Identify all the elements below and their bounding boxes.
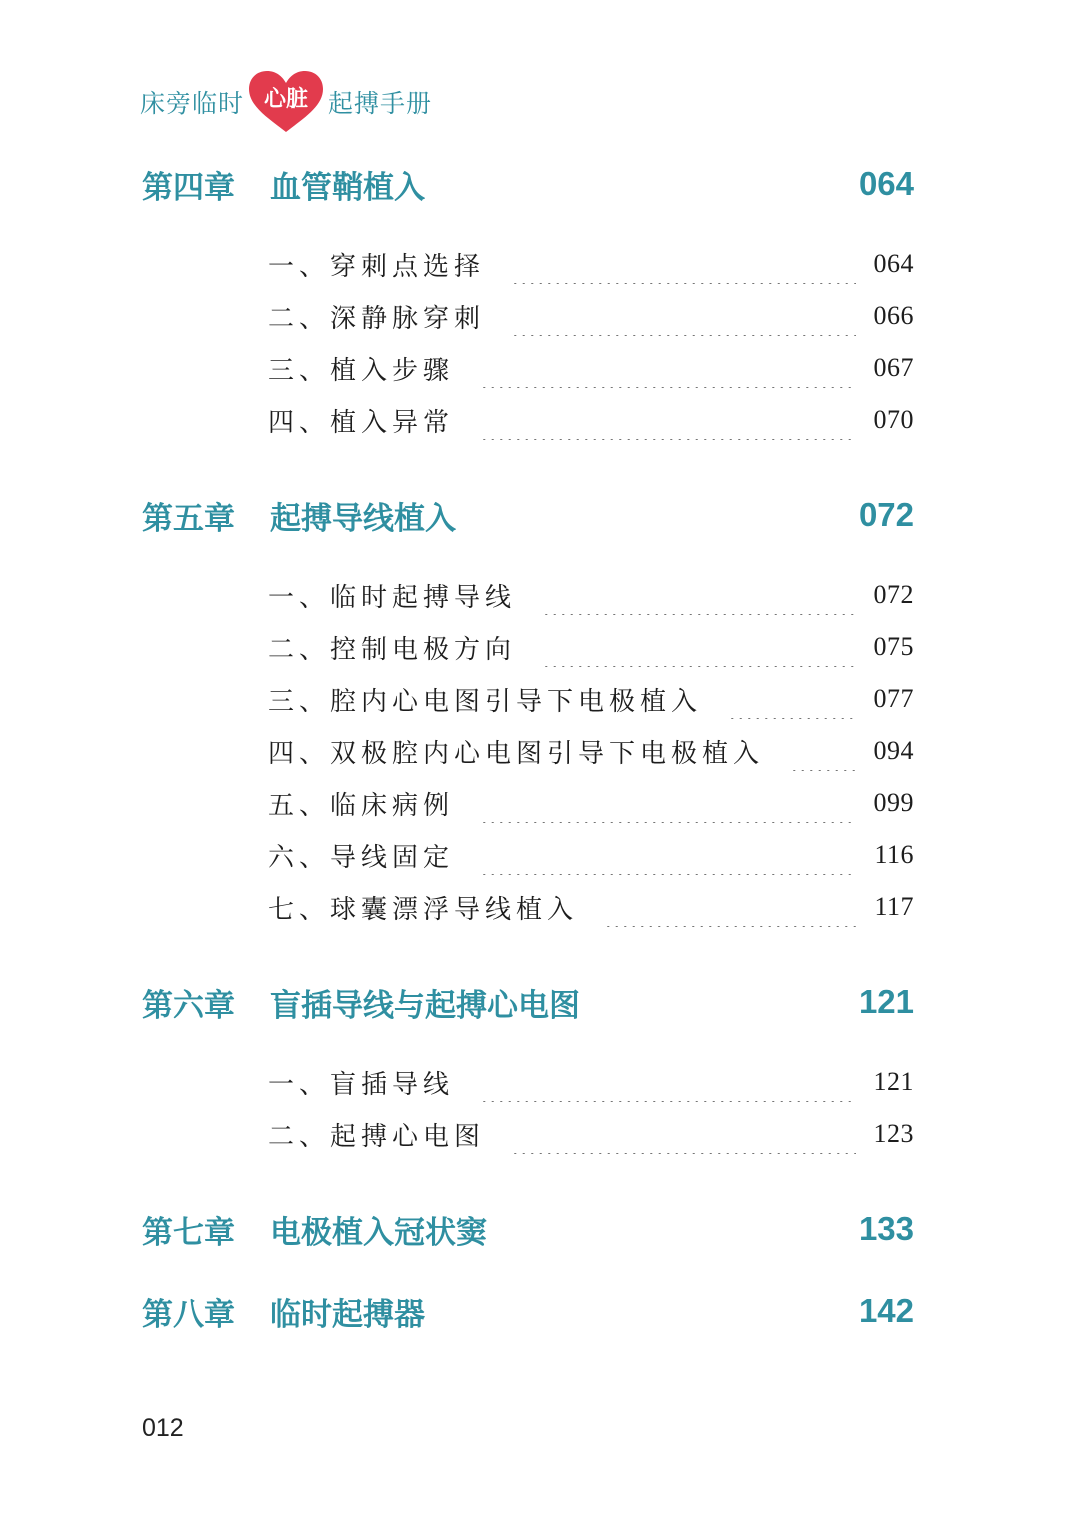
section-title: 六、导线固定 xyxy=(268,842,455,873)
toc-chapter-6[interactable] xyxy=(142,980,914,1024)
toc-section[interactable] xyxy=(268,783,914,823)
book-title-left: 床旁临时 xyxy=(140,89,245,118)
chapter-title: 血管鞘植入 xyxy=(270,169,425,206)
chapter-page-number: 121 xyxy=(858,983,914,1020)
dot-leader xyxy=(511,296,855,336)
chapter-title: 盲插导线与起搏心电图 xyxy=(270,987,580,1024)
toc-section[interactable] xyxy=(268,887,914,927)
toc-section[interactable] xyxy=(268,575,914,615)
dot-leader xyxy=(542,575,855,615)
section-page-number: 067 xyxy=(873,353,914,382)
section-page-number: 121 xyxy=(873,1067,914,1096)
toc-section[interactable] xyxy=(268,731,914,771)
section-page-number: 064 xyxy=(873,249,914,278)
section-page-number: 072 xyxy=(873,580,914,609)
chapter-label: 第五章 xyxy=(142,500,235,537)
section-page-number: 099 xyxy=(873,788,914,817)
chapter-title: 电极植入冠状窦 xyxy=(270,1214,487,1251)
section-title: 四、双极腔内心电图引导下电极植入 xyxy=(268,738,765,769)
dot-leader xyxy=(460,495,823,535)
chapter-page-number: 072 xyxy=(858,496,914,533)
section-title: 一、穿刺点选择 xyxy=(268,251,486,282)
chapter-page-number: 133 xyxy=(858,1210,914,1247)
toc-section[interactable] xyxy=(268,400,914,440)
section-title: 二、深静脉穿刺 xyxy=(268,303,486,334)
section-page-number: 117 xyxy=(874,892,914,921)
toc-section[interactable] xyxy=(268,1062,914,1102)
dot-leader xyxy=(480,400,855,440)
book-title-heart: 心脏 xyxy=(264,87,309,112)
dot-leader xyxy=(584,982,855,1022)
section-title: 七、球囊漂浮导线植入 xyxy=(268,894,579,925)
section-title: 二、控制电极方向 xyxy=(268,634,517,665)
toc-section[interactable] xyxy=(268,1114,914,1154)
chapter-page-number: 064 xyxy=(858,165,914,202)
section-page-number: 070 xyxy=(873,405,914,434)
chapter-label: 第四章 xyxy=(142,169,235,206)
toc-section[interactable] xyxy=(268,835,914,875)
section-title: 一、盲插导线 xyxy=(268,1069,455,1100)
toc-chapter-5[interactable] xyxy=(142,493,914,537)
toc-section[interactable] xyxy=(268,679,914,719)
dot-leader xyxy=(480,835,856,875)
section-page-number: 116 xyxy=(874,840,914,869)
dot-leader xyxy=(790,731,855,771)
section-title: 三、腔内心电图引导下电极植入 xyxy=(268,686,703,717)
dot-leader xyxy=(542,627,855,667)
dot-leader xyxy=(480,348,855,388)
section-title: 五、临床病例 xyxy=(268,790,455,821)
dot-leader xyxy=(429,164,823,204)
chapter-label: 第七章 xyxy=(142,1214,235,1251)
dot-leader xyxy=(728,679,855,719)
chapter-label: 第八章 xyxy=(142,1296,235,1333)
dot-leader xyxy=(604,887,856,927)
toc-chapter-4[interactable] xyxy=(142,162,914,206)
toc-section[interactable] xyxy=(268,296,914,336)
dot-leader xyxy=(480,783,855,823)
dot-leader xyxy=(511,1114,855,1154)
heart-logo xyxy=(246,70,326,134)
section-title: 四、植入异常 xyxy=(268,407,455,438)
toc-section[interactable] xyxy=(268,244,914,284)
dot-leader xyxy=(491,1209,855,1249)
dot-leader xyxy=(429,1291,855,1331)
dot-leader xyxy=(511,244,855,284)
book-title-right: 起搏手册 xyxy=(328,89,433,118)
section-page-number: 075 xyxy=(873,632,914,661)
chapter-label: 第六章 xyxy=(142,987,235,1024)
section-title: 一、临时起搏导线 xyxy=(268,582,517,613)
running-header xyxy=(140,72,432,132)
section-page-number: 066 xyxy=(873,301,914,330)
toc-section[interactable] xyxy=(268,627,914,667)
section-title: 二、起搏心电图 xyxy=(268,1121,486,1152)
section-page-number: 123 xyxy=(873,1119,914,1148)
chapter-title: 起搏导线植入 xyxy=(270,500,456,537)
chapter-page-number: 142 xyxy=(858,1292,914,1329)
page-number: 012 xyxy=(142,1414,184,1442)
toc-chapter-8[interactable] xyxy=(142,1289,914,1333)
toc-chapter-7[interactable] xyxy=(142,1207,914,1251)
section-page-number: 094 xyxy=(873,736,914,765)
dot-leader xyxy=(480,1062,855,1102)
section-title: 三、植入步骤 xyxy=(268,355,455,386)
section-page-number: 077 xyxy=(873,684,914,713)
toc-section[interactable] xyxy=(268,348,914,388)
chapter-title: 临时起搏器 xyxy=(270,1296,425,1333)
